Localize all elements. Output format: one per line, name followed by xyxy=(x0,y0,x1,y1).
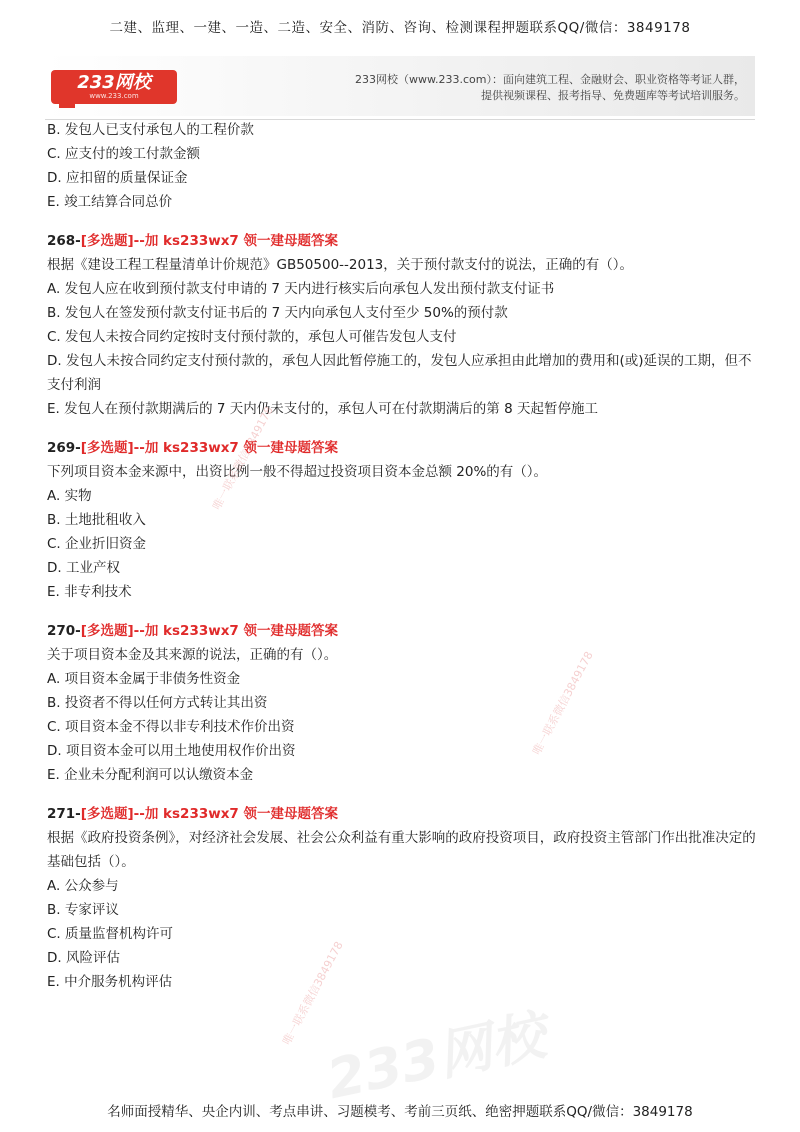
question-stem: 关于项目资本金及其来源的说法，正确的有（）。 xyxy=(47,647,338,663)
question-number: 271- xyxy=(47,806,81,822)
tagline-line-1: 233网校（www.233.com）：面向建筑工程、金融财会、职业资格等考证人群， xyxy=(355,73,745,86)
question-270 xyxy=(47,619,757,787)
site-logo xyxy=(51,70,177,104)
question-title xyxy=(47,619,757,643)
question-268 xyxy=(47,229,757,421)
option-e: E. 发包人在预付款期满后的 7 天内仍未支付的，承包人可在付款期满后的第 8 天起暂停施工 xyxy=(47,401,598,417)
option-e: E. 非专利技术 xyxy=(47,584,132,600)
footer-banner: 名师面授精华、央企内训、考点串讲、习题模考、考前三页纸、绝密押题联系QQ/微信：3849178 xyxy=(107,1104,693,1120)
question-tag: [多选题]--加 ks233wx7 领一建母题答案 xyxy=(80,806,339,822)
option-a: A. 发包人应在收到预付款支付申请的 7 天内进行核实后向承包人发出预付款支付证书 xyxy=(47,281,555,297)
option-d: D. 工业产权 xyxy=(47,560,120,576)
option-b: B. 发包人已支付承包人的工程价款 xyxy=(47,122,254,138)
header-tagline xyxy=(355,72,745,104)
page-header xyxy=(45,56,755,116)
option-c: C. 发包人未按合同约定按时支付预付款的，承包人可催告发包人支付 xyxy=(47,329,457,345)
question-269 xyxy=(47,436,757,604)
option-b: B. 土地批租收入 xyxy=(47,512,146,528)
question-tag: [多选题]--加 ks233wx7 领一建母题答案 xyxy=(80,233,339,249)
top-banner: 二建、监理、一建、一造、二造、安全、消防、咨询、检测课程押题联系QQ/微信：3849178 xyxy=(109,20,691,36)
option-e: E. 企业未分配利润可以认缴资本金 xyxy=(47,767,254,783)
logo-text: 233网校 xyxy=(77,71,151,93)
side-watermark: 唯一联系微信3849178 xyxy=(280,939,346,1048)
logo-subtext: www.233.com xyxy=(89,91,139,100)
option-c: C. 企业折旧资金 xyxy=(47,536,147,552)
side-watermark: 唯一联系微信3849178 xyxy=(530,649,596,758)
option-e: E. 竣工结算合同总价 xyxy=(47,194,173,210)
question-title xyxy=(47,229,757,253)
question-stem: 根据《政府投资条例》，对经济社会发展、社会公众利益有重大影响的政府投资项目，政府投资主管部门作出批准决定的基础包括（）。 xyxy=(47,830,756,870)
question-stem: 下列项目资本金来源中，出资比例一般不得超过投资项目资本金总额 20%的有（）。 xyxy=(47,464,548,480)
option-c: C. 应支付的竣工付款金额 xyxy=(47,146,201,162)
question-number: 270- xyxy=(47,623,81,639)
option-c: C. 项目资本金不得以非专利技术作价出资 xyxy=(47,719,295,735)
question-271 xyxy=(47,802,757,994)
question-content xyxy=(47,118,757,994)
question-tag: [多选题]--加 ks233wx7 领一建母题答案 xyxy=(80,440,339,456)
logo-accent-bar xyxy=(59,104,75,108)
option-b: B. 投资者不得以任何方式转让其出资 xyxy=(47,695,268,711)
question-number: 268- xyxy=(47,233,81,249)
side-watermark: 唯一联系微信3849178 xyxy=(210,404,276,513)
question-tag: [多选题]--加 ks233wx7 领一建母题答案 xyxy=(80,623,339,639)
option-b: B. 发包人在签发预付款支付证书后的 7 天内向承包人支付至少 50%的预付款 xyxy=(47,305,508,321)
question-stem: 根据《建设工程工程量清单计价规范》GB50500--2013，关于预付款支付的说法，正确的有（）。 xyxy=(47,257,634,273)
option-a: A. 公众参与 xyxy=(47,878,119,894)
option-c: C. 质量监督机构许可 xyxy=(47,926,174,942)
option-e: E. 中介服务机构评估 xyxy=(47,974,173,990)
question-title xyxy=(47,802,757,826)
option-d: D. 应扣留的质量保证金 xyxy=(47,170,188,186)
question-number: 269- xyxy=(47,440,81,456)
option-a: A. 实物 xyxy=(47,488,92,504)
question-title xyxy=(47,436,757,460)
logo-watermark: 233网校 xyxy=(321,1003,551,1112)
option-a: A. 项目资本金属于非债务性资金 xyxy=(47,671,241,687)
option-d: D. 发包人未按合同约定支付预付款的，承包人因此暂停施工的，发包人应承担由此增加的费用和(或)延误的工期，但不支付利润 xyxy=(47,353,752,393)
option-b: B. 专家评议 xyxy=(47,902,119,918)
tagline-line-2: 提供视频课程、报考指导、免费题库等考试培训服务。 xyxy=(481,89,745,102)
option-d: D. 风险评估 xyxy=(47,950,120,966)
option-d: D. 项目资本金可以用土地使用权作价出资 xyxy=(47,743,296,759)
continued-options xyxy=(47,118,757,214)
